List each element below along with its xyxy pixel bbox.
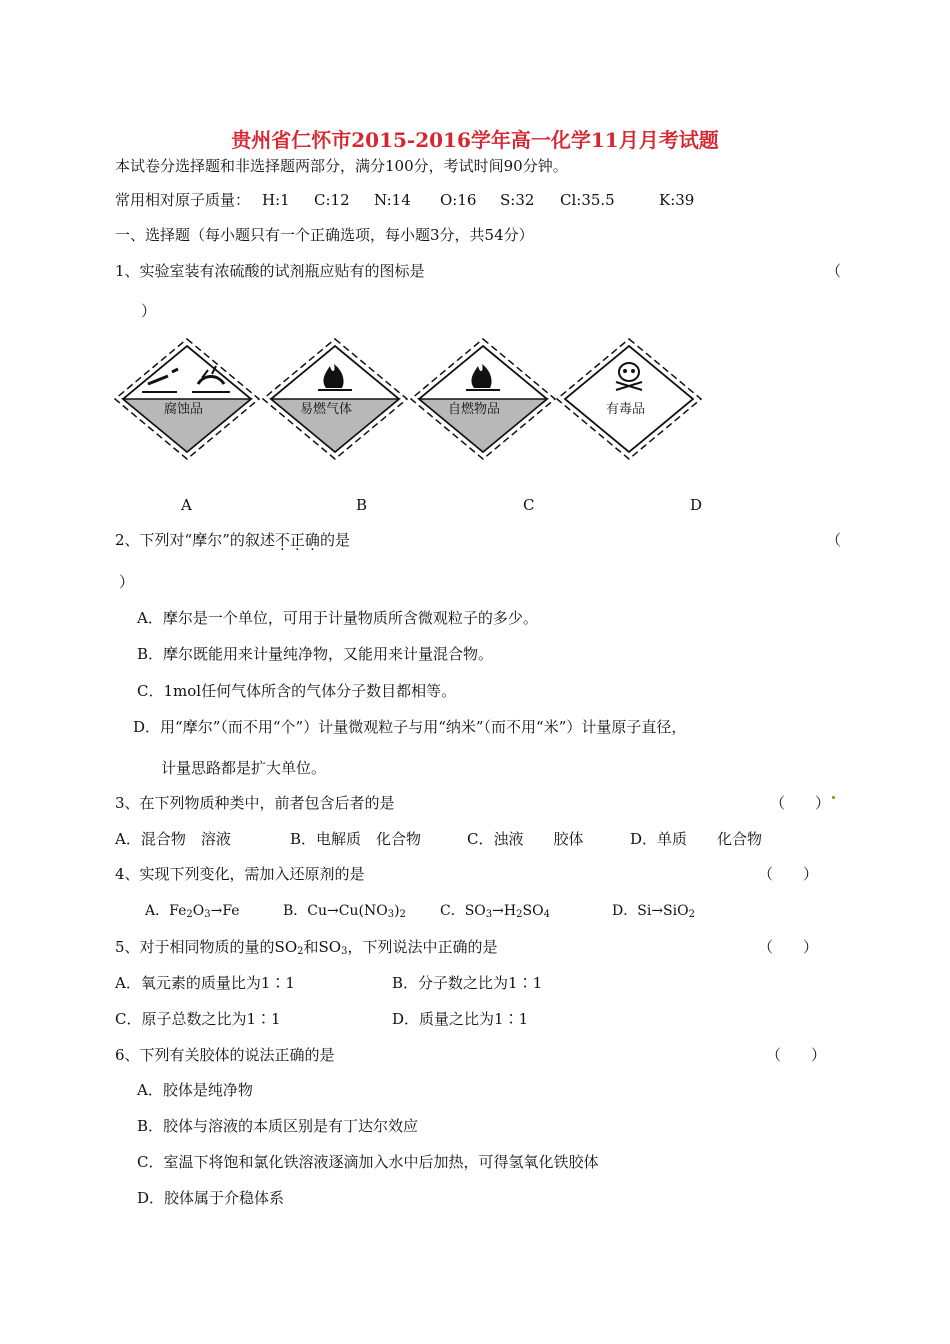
toxic-sign [554, 336, 704, 462]
question-4-stem: 4、实现下列变化，需加入还原剂的是 [115, 865, 365, 883]
question-2-option-d-cont: 计量思路都是扩大单位。 [161, 759, 327, 777]
emphasis-char: 不 [274, 531, 290, 549]
atomic-mass-o: O:16 [440, 191, 477, 209]
page-title: 贵州省仁怀市2015-2016学年高一化学11月月考试题 [231, 128, 719, 152]
question-2-stem [115, 530, 350, 550]
question-3-option-a: A．混合物 溶液 [115, 830, 231, 848]
question-4-option-d: D．Si→SiO$_2$ [612, 903, 695, 920]
question-6-stem: 6、下列有关胶体的说法正确的是 [115, 1046, 335, 1064]
question-3-paren: （ ） [770, 794, 831, 812]
question-6-paren: （ ） [766, 1046, 827, 1064]
question-6-option-d: D．胶体属于介稳体系 [137, 1189, 285, 1207]
question-4-option-c: C．$SO_3\to H_2SO_4$ [440, 903, 550, 920]
exam-intro: 本试卷分选择题和非选择题两部分，满分100分，考试时间90分钟。 [115, 157, 568, 175]
atomic-mass-s: S:32 [500, 191, 535, 209]
flammable-gas-label: 易燃气体 [300, 402, 353, 417]
emphasis-char: 确 [304, 531, 320, 549]
question-2-paren-left: （ [826, 531, 842, 549]
sign-letter-b: B [356, 496, 368, 514]
question-5-option-b: B．分子数之比为1∶1 [392, 974, 543, 992]
spontaneous-combustible-sign [408, 336, 558, 462]
question-2-option-a: A．摩尔是一个单位，可用于计量物质所含微观粒子的多少。 [137, 609, 538, 627]
atomic-mass-label: 常用相对原子质量： [115, 191, 251, 209]
question-4-option-a: A．$Fe_2O_3\to Fe$ [145, 903, 240, 920]
question-6-option-c: C．室温下将饱和氯化铁溶液逐滴加入水中后加热，可得氢氧化铁胶体 [137, 1153, 599, 1171]
corrosive-sign [112, 336, 262, 462]
question-6-option-b: B．胶体与溶液的本质区别是有丁达尔效应 [137, 1117, 419, 1135]
question-5-option-a: A．氧元素的质量比为1∶1 [115, 974, 295, 992]
atomic-mass-h: H:1 [262, 191, 290, 209]
question-1-paren-right: ） [141, 302, 157, 320]
question-4-option-b: B．$Cu\to Cu(NO_3)_2$ [283, 903, 406, 920]
corrosive-label: 腐蚀品 [164, 402, 204, 417]
atomic-mass-line [115, 190, 695, 210]
question-3-option-b: B．电解质 化合物 [290, 830, 422, 848]
question-3-stem: 3、在下列物质种类中，前者包含后者的是 [115, 794, 395, 812]
stray-mark [832, 796, 835, 799]
question-3-option-c: C．浊液 胶体 [467, 830, 584, 848]
sign-letter-a: A [181, 496, 192, 514]
atomic-mass-n: N:14 [374, 191, 411, 209]
question-2-stem-start: 2、下列对“摩尔”的叙述 [115, 531, 275, 549]
question-5-paren: （ ） [758, 938, 819, 956]
question-5-stem: 5、对于相同物质的量的$SO_2$和$SO_3$，下列说法中正确的是 [115, 938, 498, 957]
atomic-mass-cl: Cl:35.5 [560, 191, 615, 209]
question-2-option-c: C．1mol任何气体所含的气体分子数目都相等。 [137, 682, 457, 700]
emphasis-char: 正 [289, 531, 305, 549]
question-5-option-d: D．质量之比为1∶1 [392, 1010, 529, 1028]
question-2-option-b: B．摩尔既能用来计量纯净物，又能用来计量混合物。 [137, 645, 494, 663]
question-3-option-d: D．单质 化合物 [630, 830, 763, 848]
question-4-paren: （ ） [758, 865, 819, 883]
question-6-option-a: A．胶体是纯净物 [137, 1081, 253, 1099]
atomic-mass-c: C:12 [314, 191, 350, 209]
sign-letter-c: C [523, 496, 535, 514]
question-5-option-c: C．原子总数之比为1∶1 [115, 1010, 281, 1028]
question-2-option-d: D．用“摩尔”（而不用“个”）计量微观粒子与用“纳米”（而不用“米”）计量原子直径， [133, 718, 687, 736]
toxic-label: 有毒品 [606, 402, 646, 417]
sign-letter-d: D [690, 496, 703, 514]
spontaneous-combustible-label: 自燃物品 [448, 402, 501, 417]
question-2-paren-right: ） [119, 573, 135, 591]
flammable-gas-sign [260, 336, 410, 462]
question-1-stem: 1、实验室装有浓硫酸的试剂瓶应贴有的图标是 [115, 262, 425, 280]
question-2-stem-end: 的是 [319, 531, 350, 549]
section-heading: 一、选择题（每小题只有一个正确选项，每小题3分，共54分） [115, 226, 534, 244]
question-1-paren-left: （ [826, 262, 842, 280]
atomic-mass-k: K:39 [659, 191, 695, 209]
